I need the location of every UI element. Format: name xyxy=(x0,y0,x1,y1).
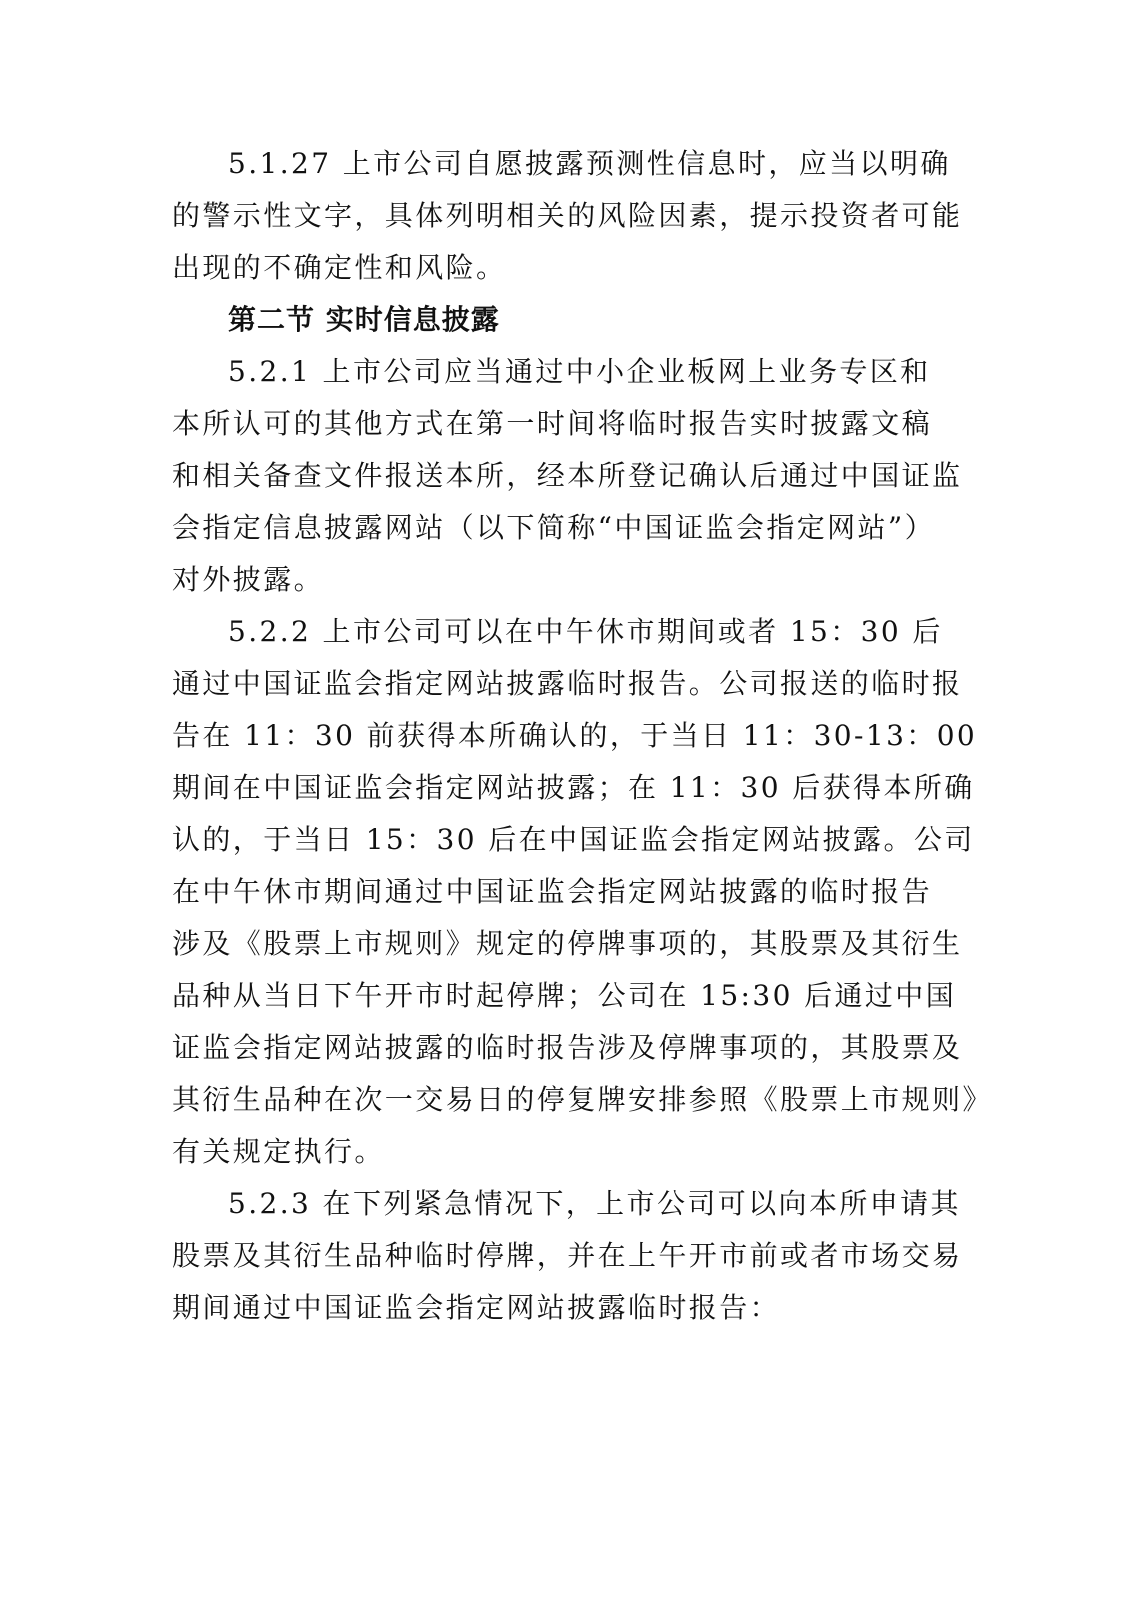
text-line: 和相关备查文件报送本所，经本所登记确认后通过中国证监 xyxy=(172,459,963,492)
text-line: 期间通过中国证监会指定网站披露临时报告： xyxy=(172,1291,781,1324)
text-line: 告在 11：30 前获得本所确认的，于当日 11：30-13：00 xyxy=(172,719,978,752)
text-line: 涉及《股票上市规则》规定的停牌事项的，其股票及其衍生 xyxy=(172,927,963,960)
document-body xyxy=(172,138,993,1334)
text-line: 出现的不确定性和风险。 xyxy=(172,251,507,284)
text-line: 对外披露。 xyxy=(172,563,325,596)
text-line: 5.1.27 上市公司自愿披露预测性信息时，应当以明确 xyxy=(228,147,951,180)
text-line: 的警示性文字，具体列明相关的风险因素，提示投资者可能 xyxy=(172,199,963,232)
text-line: 5.2.1 上市公司应当通过中小企业板网上业务专区和 xyxy=(228,355,931,388)
text-line: 品种从当日下午开市时起停牌；公司在 15:30 后通过中国 xyxy=(172,979,957,1012)
text-line: 5.2.3 在下列紧急情况下，上市公司可以向本所申请其 xyxy=(228,1187,961,1220)
text-line: 其衍生品种在次一交易日的停复牌安排参照《股票上市规则》 xyxy=(172,1083,993,1116)
text-line: 股票及其衍生品种临时停牌，并在上午开市前或者市场交易 xyxy=(172,1239,963,1272)
text-line: 5.2.2 上市公司可以在中午休市期间或者 15：30 后 xyxy=(228,615,943,648)
text-line: 在中午休市期间通过中国证监会指定网站披露的临时报告 xyxy=(172,875,933,908)
text-line: 有关规定执行。 xyxy=(172,1135,385,1168)
text-line: 会指定信息披露网站（以下简称“中国证监会指定网站”） xyxy=(172,511,936,544)
text-line: 通过中国证监会指定网站披露临时报告。公司报送的临时报 xyxy=(172,667,963,700)
section-heading: 第二节 实时信息披露 xyxy=(228,303,500,336)
text-line: 证监会指定网站披露的临时报告涉及停牌事项的，其股票及 xyxy=(172,1031,963,1064)
text-line: 本所认可的其他方式在第一时间将临时报告实时披露文稿 xyxy=(172,407,933,440)
text-line: 认的，于当日 15：30 后在中国证监会指定网站披露。公司 xyxy=(172,823,975,856)
text-line: 期间在中国证监会指定网站披露；在 11：30 后获得本所确 xyxy=(172,771,975,804)
